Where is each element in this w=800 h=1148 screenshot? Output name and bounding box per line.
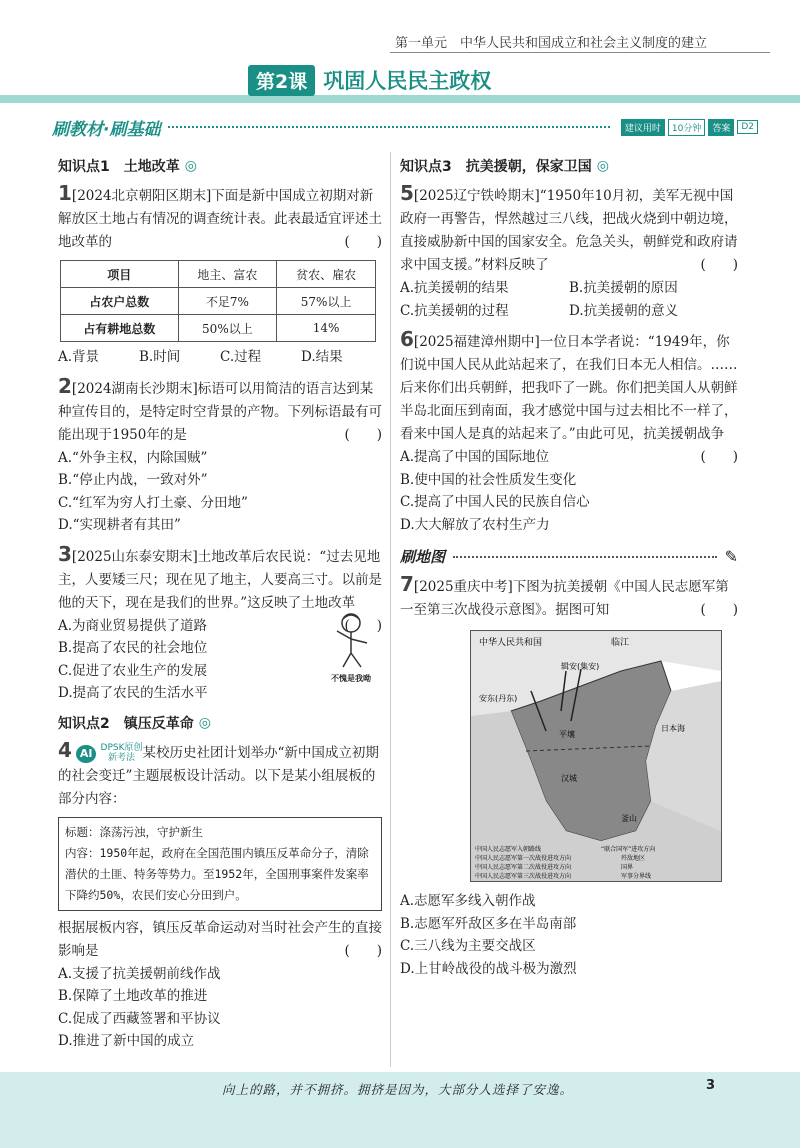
target-icon: ◎ <box>596 158 609 174</box>
option-c[interactable]: C.过程 <box>220 349 262 365</box>
question-stem: [2024北京朝阳区期末]下面是新中国成立初期对新解放区土地占有情况的调查统计表。此表最适宜评述土地改革的 <box>58 188 382 250</box>
question-4 <box>58 739 382 811</box>
option-b[interactable]: B.使中国的社会性质发生变化 <box>400 471 577 488</box>
question-7-options <box>400 890 738 980</box>
ai-icon: AI <box>76 745 96 763</box>
question-stem: 根据展板内容，镇压反革命运动对当时社会产生的直接影响是 <box>58 919 382 959</box>
option-d[interactable]: D.结果 <box>301 349 343 365</box>
answer-blank[interactable]: ( ) <box>700 257 738 273</box>
knowledge-point-3 <box>400 156 738 176</box>
option-d[interactable]: D.提高了农民的生活水平 <box>58 685 208 701</box>
option-d[interactable]: D.“实现耕者有其田” <box>58 517 181 533</box>
map-label: 日本海 <box>661 724 685 733</box>
option-b[interactable]: B.抗美援朝的原因 <box>569 280 678 296</box>
left-column <box>58 152 382 1053</box>
column-divider <box>390 152 391 1067</box>
question-1-options <box>58 346 382 369</box>
option-c[interactable]: C.三八线为主要交战区 <box>400 938 536 954</box>
cartoon-caption: 不愧是我呦 <box>331 673 371 683</box>
option-a[interactable]: A.提高了中国的国际地位 <box>400 449 550 465</box>
banner-title: 刷教材·刷基础 <box>52 119 161 140</box>
map-legend-item: 国界 <box>621 864 634 871</box>
header-divider <box>390 52 770 53</box>
option-c[interactable]: C.提高了中国人民的民族自信心 <box>400 494 590 510</box>
ai-tag-2: 新考法 <box>108 753 136 763</box>
question-2 <box>58 375 382 447</box>
time-value: 10分钟 <box>668 119 705 136</box>
option-c[interactable]: C.抗美援朝的过程 <box>400 302 509 319</box>
table-header: 地主、富农 <box>178 261 277 288</box>
kp2-label: 知识点2 <box>58 715 110 732</box>
war-map <box>470 630 722 882</box>
question-2-options <box>58 447 382 537</box>
map-legend-item: “联合国军”进攻方向 <box>601 846 656 853</box>
ai-badge <box>76 742 142 765</box>
option-a[interactable]: A.为商业贸易提供了道路 <box>58 617 208 634</box>
exhibit-title: 标题：涤荡污浊，守护新生 <box>65 824 203 839</box>
question-stem: [2025山东泰安期末]土地改革后农民说：“过去见地主，人要矮三尺；现在见了地主，人要高三寸。以前是他的天下，现在是我们的世界。”这反映了土地改革 <box>58 548 382 611</box>
map-legend-item: 中国人民志愿军入朝路线 <box>475 846 542 853</box>
answer-value: D2 <box>737 120 758 134</box>
option-d[interactable]: D.推进了新中国的成立 <box>58 1033 195 1049</box>
option-d[interactable]: D.大大解放了农村生产力 <box>400 516 550 533</box>
table-cell: 占有耕地总数 <box>61 315 179 342</box>
answer-label: 答案 <box>708 119 734 136</box>
question-5-options <box>400 277 738 322</box>
answer-blank[interactable]: ( ) <box>344 234 382 250</box>
question-number: 5 <box>400 181 414 205</box>
knowledge-point-1 <box>58 156 382 176</box>
kp3-title: 抗美援朝，保家卫国 <box>465 159 592 175</box>
answer-blank[interactable]: ( ) <box>344 426 382 443</box>
target-icon: ◎ <box>184 158 197 174</box>
map-label: 汉城 <box>561 774 577 783</box>
table-header: 项目 <box>61 261 179 288</box>
time-label: 建议用时 <box>621 119 665 136</box>
question-stem: [2025重庆中考]下图为抗美援朝《中国人民志愿军第一至第三次战役示意图》。据图可知 <box>400 579 729 618</box>
question-3-options <box>58 615 382 705</box>
kp2-title: 镇压反革命 <box>123 715 194 732</box>
map-legend-item: 中国人民志愿军第三次战役进攻方向 <box>475 873 572 880</box>
exhibit-box <box>58 817 382 911</box>
lesson-title <box>248 64 491 96</box>
table-header-row <box>61 261 376 288</box>
option-a[interactable]: A.背景 <box>58 349 100 365</box>
page-number: 3 <box>706 1078 716 1093</box>
table-header: 贫农、雇农 <box>277 261 376 288</box>
option-b[interactable]: B.保障了土地改革的推进 <box>58 988 208 1004</box>
map-label: 中华人民共和国 <box>479 638 543 648</box>
map-label: 釜山 <box>621 814 637 823</box>
table-cell: 不足7% <box>178 288 277 315</box>
cartoon-figure-icon <box>323 609 379 669</box>
map-label: 辑安(集安) <box>561 662 600 671</box>
question-number: 4 <box>58 737 72 762</box>
knowledge-point-2 <box>58 713 382 733</box>
question-5 <box>400 182 738 277</box>
option-a[interactable]: A.支援了抗美援朝前线作战 <box>58 965 221 982</box>
kp3-label: 知识点3 <box>400 159 452 175</box>
right-column <box>400 152 738 980</box>
question-4-stem2 <box>58 917 382 963</box>
ai-tag-1: DPSK原创 <box>100 743 143 753</box>
table-cell: 14% <box>277 315 376 342</box>
korea-map-figure <box>471 631 721 881</box>
map-legend-item: 中国人民志愿军第一次战役进攻方向 <box>475 855 572 862</box>
title-stripe <box>0 95 800 103</box>
kp1-label: 知识点1 <box>58 159 110 175</box>
option-c[interactable]: C.促进了农业生产的发展 <box>58 662 208 679</box>
map-label: 临江 <box>611 638 630 648</box>
question-6-options <box>400 446 738 536</box>
answer-blank[interactable]: ( ) <box>700 449 738 465</box>
map-section-title: 刷地图 <box>400 548 446 566</box>
option-b[interactable]: B.提高了农民的社会地位 <box>58 640 208 656</box>
lesson-name: 巩固人民民主政权 <box>323 69 492 93</box>
question-number: 6 <box>400 327 414 351</box>
option-a[interactable]: A.“外争主权，内除国贼” <box>58 449 208 466</box>
question-1 <box>58 182 382 254</box>
option-b[interactable]: B.时间 <box>139 349 181 365</box>
banner-dots <box>168 126 609 128</box>
table-cell: 57%以上 <box>277 288 376 315</box>
target-icon: ◎ <box>198 714 211 731</box>
table-cell: 占农户总数 <box>61 288 179 315</box>
answer-blank[interactable]: ( ) <box>344 942 382 959</box>
option-a[interactable]: A.志愿军多线入朝作战 <box>400 893 536 909</box>
table-row <box>61 288 376 315</box>
map-legend-item: 歼敌地区 <box>621 855 646 862</box>
option-d[interactable]: D.抗美援朝的意义 <box>569 302 679 319</box>
answer-blank[interactable]: ( ) <box>344 617 382 634</box>
map-legend-item: 中国人民志愿军第二次战役进攻方向 <box>475 864 572 871</box>
question-number: 2 <box>58 373 72 398</box>
question-stem: [2024湖南长沙期末]标语可以用简洁的语言达到某种宣传目的，是特定时空背景的产物。下列标语最有可能出现于1950年的是 <box>58 380 382 443</box>
question-7 <box>400 573 738 622</box>
question-stem: [2025辽宁铁岭期末]“1950年10月初，美军无视中国政府一再警告，悍然越过三八线，把战火烧到中朝边境，直接威胁新中国的国家安全。危急关头，朝鲜党和政府请求中国支援。”材料反映了 <box>400 188 738 273</box>
option-c[interactable]: C.促成了西藏签署和平协议 <box>58 1010 221 1027</box>
question-number: 3 <box>58 541 72 566</box>
lesson-badge: 第2课 <box>248 65 315 96</box>
exhibit-content: 内容：1950年起，政府在全国范围内镇压反革命分子，清除潜伏的土匪、特务等势力。至1952年，全国刑事案件发案率下降约50%，农民们安心分田到户。 <box>65 845 369 902</box>
option-d[interactable]: D.上甘岭战役的战斗极为激烈 <box>400 960 577 977</box>
statistics-table <box>60 260 376 342</box>
section-banner <box>52 113 758 141</box>
table-cell: 50%以上 <box>178 315 277 342</box>
table-row <box>61 315 376 342</box>
map-legend-item: 军事分界线 <box>621 873 652 880</box>
answer-blank[interactable]: ( ) <box>700 602 738 618</box>
map-label: 安东(丹东) <box>479 694 518 703</box>
map-doodle-icon: ✎ <box>724 547 738 566</box>
option-c[interactable]: C.“红军为穷人打土豪、分田地” <box>58 494 248 511</box>
kp1-title: 土地改革 <box>123 159 180 175</box>
question-stem: [2025福建漳州期中]一位日本学者说：“1949年，你们说中国人民从此站起来了，在我们日本无人相信。……后来你们出兵朝鲜，把我吓了一跳。你们把美国人从朝鲜半岛北面压到南面，我才感觉中国与过去相比不一样了，看来中国人是真的站起来了。”由此可见，抗美援朝战争 <box>400 334 738 442</box>
question-stem: 某校历史社团计划举办“新中国成立初期的社会变迁”主题展板设计活动。以下是某小组展板的部分内容： <box>58 744 379 807</box>
question-4-options <box>58 963 382 1053</box>
option-b[interactable]: B.志愿军歼敌区多在半岛南部 <box>400 915 577 932</box>
unit-header: 第一单元 中华人民共和国成立和社会主义制度的建立 <box>395 36 708 51</box>
cartoon-sketch <box>320 609 382 684</box>
map-label: 平壤 <box>559 730 575 739</box>
question-number: 7 <box>400 572 414 596</box>
option-a[interactable]: A.抗美援朝的结果 <box>400 280 509 296</box>
question-number: 1 <box>58 181 72 205</box>
ai-tag <box>101 743 143 763</box>
map-section-header <box>400 546 738 567</box>
footer-motto: 向上的路，并不拥挤。拥挤是因为，大部分人选择了安逸。 <box>222 1082 574 1097</box>
option-b[interactable]: B.“停止内战，一致对外” <box>58 472 208 488</box>
map-section-dots <box>453 556 717 558</box>
